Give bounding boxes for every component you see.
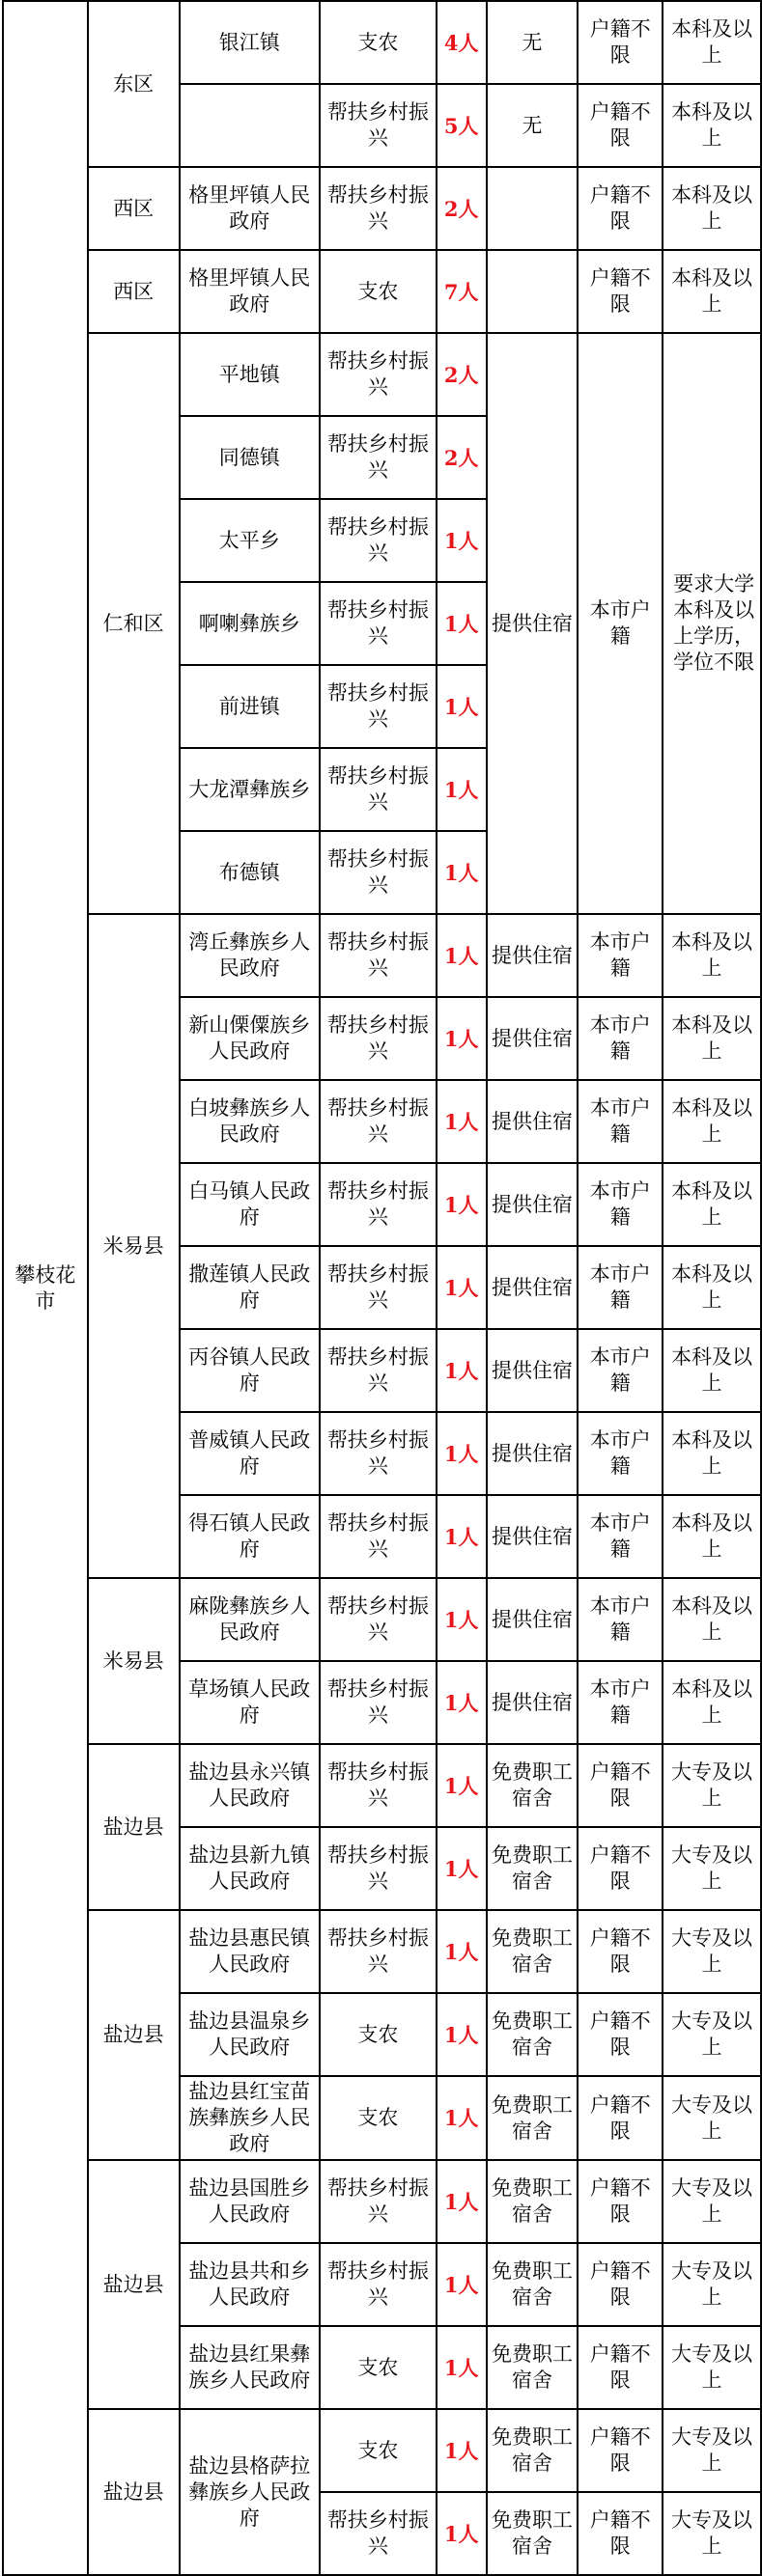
table-row [3, 1910, 761, 1993]
hukou-cell: 户籍不限 [578, 1993, 663, 2076]
unit-cell: 盐边县红果彝族乡人民政府 [180, 2326, 321, 2409]
district-cell: 盐边县 [88, 2160, 180, 2409]
table-row [3, 2409, 761, 2492]
type-cell: 帮扶乡村振兴 [320, 1412, 437, 1495]
hukou-cell: 户籍不限 [578, 2160, 663, 2243]
hukou-cell: 户籍不限 [578, 1, 663, 84]
count-cell: 1人 [437, 665, 487, 748]
type-cell: 支农 [320, 2326, 437, 2409]
unit-cell: 同德镇 [180, 416, 321, 499]
hukou-cell: 户籍不限 [578, 1827, 663, 1910]
unit-cell: 盐边县惠民镇人民政府 [180, 1910, 321, 1993]
table-body [3, 1, 761, 2575]
edu-cell: 本科及以上 [663, 997, 761, 1080]
edu-cell: 大专及以上 [663, 2409, 761, 2492]
type-cell: 帮扶乡村振兴 [320, 1661, 437, 1744]
unit-cell: 撒莲镇人民政府 [180, 1246, 321, 1329]
hukou-cell: 本市户籍 [578, 1246, 663, 1329]
table-row [3, 1578, 761, 1661]
type-cell: 帮扶乡村振兴 [320, 2243, 437, 2326]
unit-cell: 湾丘彝族乡人民政府 [180, 914, 321, 997]
type-cell: 帮扶乡村振兴 [320, 914, 437, 997]
edu-cell: 大专及以上 [663, 1910, 761, 1993]
table-row [3, 250, 761, 333]
edu-cell: 大专及以上 [663, 2492, 761, 2575]
housing-cell: 提供住宿 [487, 1329, 579, 1412]
count-cell: 2人 [437, 416, 487, 499]
type-cell: 支农 [320, 2409, 437, 2492]
type-cell: 帮扶乡村振兴 [320, 1827, 437, 1910]
unit-cell: 普威镇人民政府 [180, 1412, 321, 1495]
housing-cell: 免费职工宿舍 [487, 2492, 579, 2575]
count-cell: 7人 [437, 250, 487, 333]
housing-cell: 提供住宿 [487, 1412, 579, 1495]
unit-cell: 太平乡 [180, 499, 321, 582]
hukou-cell: 本市户籍 [578, 1495, 663, 1578]
count-cell: 1人 [437, 914, 487, 997]
housing-cell: 无 [487, 84, 579, 167]
unit-cell: 丙谷镇人民政府 [180, 1329, 321, 1412]
unit-cell: 得石镇人民政府 [180, 1495, 321, 1578]
edu-cell: 本科及以上 [663, 1495, 761, 1578]
type-cell: 支农 [320, 1993, 437, 2076]
housing-cell: 免费职工宿舍 [487, 2243, 579, 2326]
unit-cell: 盐边县共和乡人民政府 [180, 2243, 321, 2326]
edu-cell: 大专及以上 [663, 2160, 761, 2243]
hukou-cell: 本市户籍 [578, 1080, 663, 1163]
district-cell: 盐边县 [88, 1744, 180, 1910]
unit-cell: 盐边县国胜乡人民政府 [180, 2160, 321, 2243]
type-cell: 帮扶乡村振兴 [320, 1495, 437, 1578]
recruitment-table [2, 0, 762, 2576]
unit-cell: 银江镇 [180, 1, 321, 84]
city-cell: 攀枝花市 [3, 1, 88, 2575]
housing-cell: 提供住宿 [487, 914, 579, 997]
edu-cell: 本科及以上 [663, 1578, 761, 1661]
hukou-cell: 户籍不限 [578, 2076, 663, 2160]
edu-cell: 大专及以上 [663, 2243, 761, 2326]
housing-cell: 提供住宿 [487, 333, 579, 914]
edu-cell: 大专及以上 [663, 2076, 761, 2160]
hukou-cell: 本市户籍 [578, 1329, 663, 1412]
type-cell: 帮扶乡村振兴 [320, 665, 437, 748]
count-cell: 1人 [437, 2409, 487, 2492]
unit-cell: 盐边县格萨拉彝族乡人民政府 [180, 2409, 321, 2575]
count-cell: 1人 [437, 1744, 487, 1827]
district-cell: 盐边县 [88, 2409, 180, 2575]
count-cell: 4人 [437, 1, 487, 84]
count-cell: 1人 [437, 1246, 487, 1329]
edu-cell: 本科及以上 [663, 1, 761, 84]
hukou-cell: 户籍不限 [578, 1744, 663, 1827]
table-row [3, 167, 761, 250]
edu-cell: 本科及以上 [663, 914, 761, 997]
table-row [3, 1744, 761, 1827]
edu-cell: 要求大学本科及以上学历，学位不限 [663, 333, 761, 914]
table-row [3, 1, 761, 84]
count-cell: 1人 [437, 997, 487, 1080]
count-cell: 1人 [437, 1495, 487, 1578]
count-cell: 1人 [437, 1910, 487, 1993]
housing-cell: 免费职工宿舍 [487, 2409, 579, 2492]
hukou-cell: 户籍不限 [578, 1910, 663, 1993]
unit-cell: 啊喇彝族乡 [180, 582, 321, 665]
unit-cell: 白马镇人民政府 [180, 1163, 321, 1246]
table-row [3, 914, 761, 997]
count-cell: 2人 [437, 167, 487, 250]
district-cell: 东区 [88, 1, 180, 167]
count-cell: 1人 [437, 1578, 487, 1661]
district-cell: 米易县 [88, 914, 180, 1578]
count-cell: 1人 [437, 748, 487, 831]
hukou-cell: 本市户籍 [578, 997, 663, 1080]
type-cell: 帮扶乡村振兴 [320, 1246, 437, 1329]
district-cell: 仁和区 [88, 333, 180, 914]
type-cell: 帮扶乡村振兴 [320, 748, 437, 831]
housing-cell: 无 [487, 1, 579, 84]
edu-cell: 本科及以上 [663, 84, 761, 167]
edu-cell: 大专及以上 [663, 1744, 761, 1827]
hukou-cell: 户籍不限 [578, 2243, 663, 2326]
count-cell: 1人 [437, 2243, 487, 2326]
type-cell: 帮扶乡村振兴 [320, 831, 437, 914]
hukou-cell: 本市户籍 [578, 1578, 663, 1661]
housing-cell: 提供住宿 [487, 1080, 579, 1163]
type-cell: 帮扶乡村振兴 [320, 2160, 437, 2243]
hukou-cell: 户籍不限 [578, 250, 663, 333]
housing-cell: 免费职工宿舍 [487, 1993, 579, 2076]
hukou-cell: 户籍不限 [578, 2409, 663, 2492]
count-cell: 1人 [437, 1329, 487, 1412]
type-cell: 帮扶乡村振兴 [320, 2492, 437, 2575]
type-cell: 帮扶乡村振兴 [320, 1329, 437, 1412]
housing-cell: 免费职工宿舍 [487, 1827, 579, 1910]
type-cell: 帮扶乡村振兴 [320, 333, 437, 416]
hukou-cell: 本市户籍 [578, 1163, 663, 1246]
edu-cell: 大专及以上 [663, 1827, 761, 1910]
unit-cell: 格里坪镇人民政府 [180, 250, 321, 333]
housing-cell: 免费职工宿舍 [487, 2160, 579, 2243]
hukou-cell: 本市户籍 [578, 333, 663, 914]
district-cell: 盐边县 [88, 1910, 180, 2160]
district-cell: 西区 [88, 250, 180, 333]
count-cell: 1人 [437, 2492, 487, 2575]
count-cell: 1人 [437, 582, 487, 665]
unit-cell: 盐边县温泉乡人民政府 [180, 1993, 321, 2076]
type-cell: 帮扶乡村振兴 [320, 1910, 437, 1993]
housing-cell: 免费职工宿舍 [487, 1910, 579, 1993]
hukou-cell: 户籍不限 [578, 84, 663, 167]
unit-cell [180, 84, 321, 167]
edu-cell: 本科及以上 [663, 250, 761, 333]
unit-cell: 新山傈僳族乡人民政府 [180, 997, 321, 1080]
type-cell: 帮扶乡村振兴 [320, 1163, 437, 1246]
count-cell: 1人 [437, 1412, 487, 1495]
edu-cell: 本科及以上 [663, 1080, 761, 1163]
unit-cell: 前进镇 [180, 665, 321, 748]
count-cell: 1人 [437, 1827, 487, 1910]
count-cell: 1人 [437, 2076, 487, 2160]
unit-cell: 麻陇彝族乡人民政府 [180, 1578, 321, 1661]
housing-cell: 提供住宿 [487, 1163, 579, 1246]
type-cell: 帮扶乡村振兴 [320, 1080, 437, 1163]
edu-cell: 本科及以上 [663, 1661, 761, 1744]
count-cell: 1人 [437, 1993, 487, 2076]
unit-cell: 平地镇 [180, 333, 321, 416]
unit-cell: 草场镇人民政府 [180, 1661, 321, 1744]
hukou-cell: 户籍不限 [578, 2326, 663, 2409]
unit-cell: 大龙潭彝族乡 [180, 748, 321, 831]
edu-cell: 本科及以上 [663, 1329, 761, 1412]
hukou-cell: 本市户籍 [578, 1412, 663, 1495]
housing-cell: 免费职工宿舍 [487, 2076, 579, 2160]
type-cell: 帮扶乡村振兴 [320, 84, 437, 167]
count-cell: 1人 [437, 1661, 487, 1744]
type-cell: 帮扶乡村振兴 [320, 582, 437, 665]
type-cell: 帮扶乡村振兴 [320, 997, 437, 1080]
district-cell: 米易县 [88, 1578, 180, 1744]
count-cell: 1人 [437, 499, 487, 582]
table-row [3, 333, 761, 416]
unit-cell: 白坡彝族乡人民政府 [180, 1080, 321, 1163]
type-cell: 帮扶乡村振兴 [320, 416, 437, 499]
unit-cell: 盐边县红宝苗族彝族乡人民政府 [180, 2076, 321, 2160]
housing-cell: 提供住宿 [487, 1578, 579, 1661]
unit-cell: 格里坪镇人民政府 [180, 167, 321, 250]
type-cell: 支农 [320, 1, 437, 84]
hukou-cell: 本市户籍 [578, 914, 663, 997]
housing-cell: 免费职工宿舍 [487, 1744, 579, 1827]
edu-cell: 本科及以上 [663, 1246, 761, 1329]
unit-cell: 盐边县新九镇人民政府 [180, 1827, 321, 1910]
count-cell: 5人 [437, 84, 487, 167]
hukou-cell: 户籍不限 [578, 167, 663, 250]
count-cell: 1人 [437, 1163, 487, 1246]
edu-cell: 大专及以上 [663, 1993, 761, 2076]
count-cell: 1人 [437, 2326, 487, 2409]
count-cell: 1人 [437, 831, 487, 914]
unit-cell: 盐边县永兴镇人民政府 [180, 1744, 321, 1827]
count-cell: 1人 [437, 2160, 487, 2243]
hukou-cell: 户籍不限 [578, 2492, 663, 2575]
type-cell: 支农 [320, 2076, 437, 2160]
edu-cell: 本科及以上 [663, 1163, 761, 1246]
housing-cell: 提供住宿 [487, 1495, 579, 1578]
housing-cell [487, 250, 579, 333]
edu-cell: 本科及以上 [663, 167, 761, 250]
count-cell: 1人 [437, 1080, 487, 1163]
table-row [3, 2160, 761, 2243]
housing-cell: 提供住宿 [487, 1246, 579, 1329]
count-cell: 2人 [437, 333, 487, 416]
type-cell: 支农 [320, 250, 437, 333]
type-cell: 帮扶乡村振兴 [320, 167, 437, 250]
hukou-cell: 本市户籍 [578, 1661, 663, 1744]
district-cell: 西区 [88, 167, 180, 250]
housing-cell: 提供住宿 [487, 997, 579, 1080]
edu-cell: 大专及以上 [663, 2326, 761, 2409]
edu-cell: 本科及以上 [663, 1412, 761, 1495]
type-cell: 帮扶乡村振兴 [320, 1578, 437, 1661]
housing-cell: 提供住宿 [487, 1661, 579, 1744]
housing-cell: 免费职工宿舍 [487, 2326, 579, 2409]
unit-cell: 布德镇 [180, 831, 321, 914]
type-cell: 帮扶乡村振兴 [320, 499, 437, 582]
housing-cell [487, 167, 579, 250]
type-cell: 帮扶乡村振兴 [320, 1744, 437, 1827]
